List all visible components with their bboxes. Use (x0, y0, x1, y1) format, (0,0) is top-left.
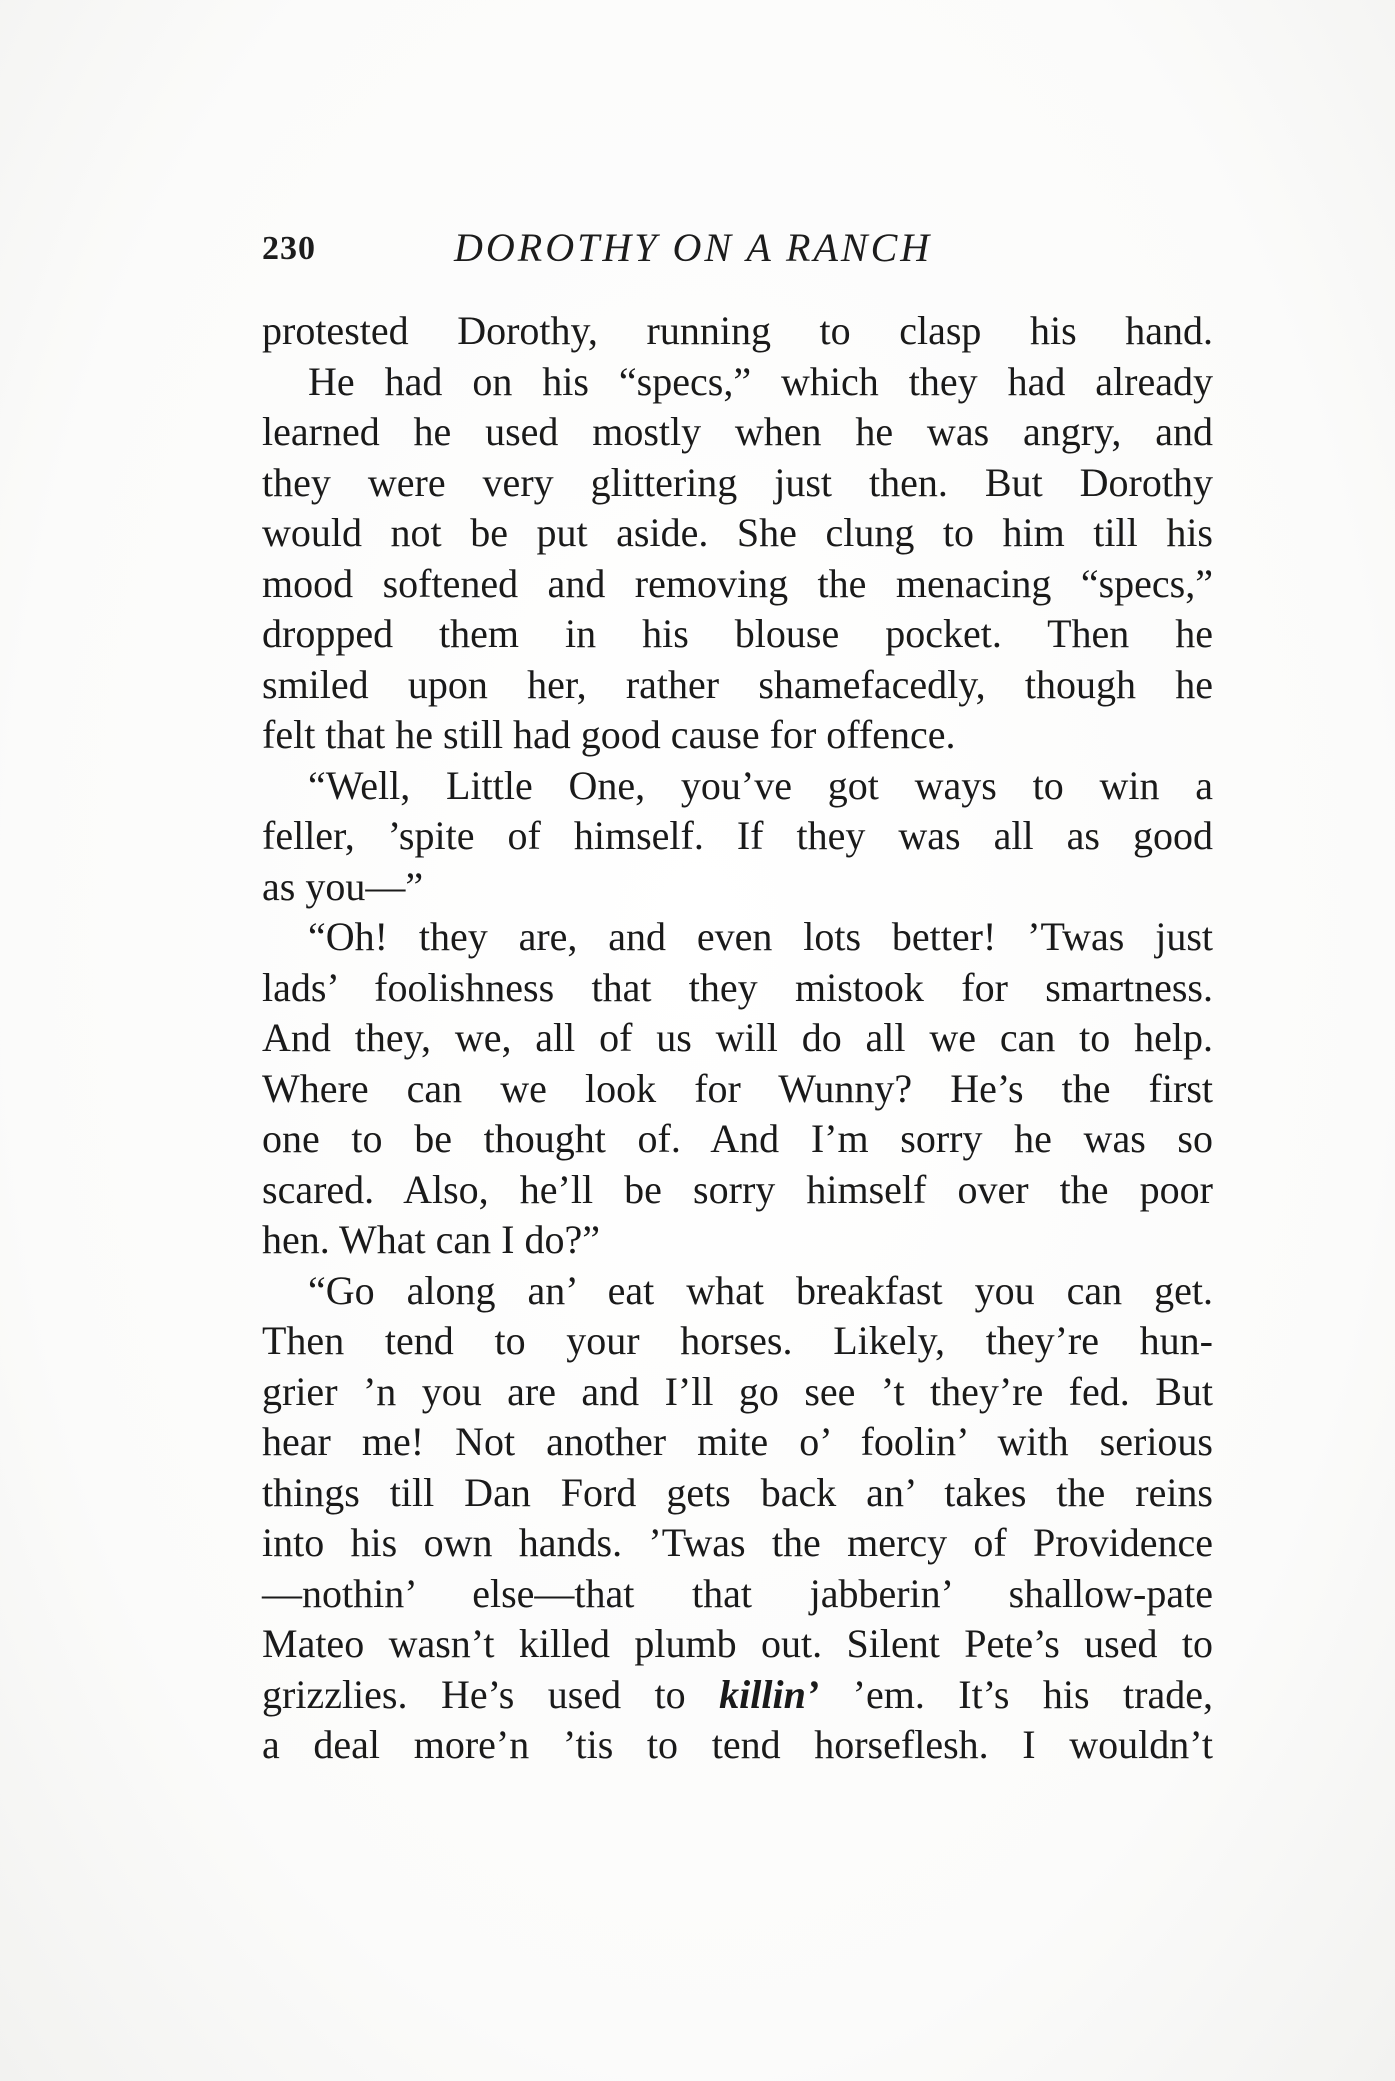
text-line: learned he used mostly when he was angry, and (262, 409, 1213, 454)
text-line: Where can we look for Wunny? He’s the first (262, 1065, 1213, 1111)
page-number: 230 (262, 230, 316, 267)
text-line: they were very glittering just then. But Dorothy (262, 459, 1213, 505)
text-line: “Oh! they are, and even lots better! ’Twas just (308, 914, 1213, 959)
text-line: scared. Also, he’ll be sorry himself over the poor (262, 1166, 1213, 1212)
text-line: protested Dorothy, running to clasp his hand. (262, 308, 1213, 353)
italic-word: killin’ (719, 1671, 820, 1717)
text-line: as you—” (262, 863, 424, 909)
text-line: a deal more’n ’tis to tend horseflesh. I wouldn’t (262, 1722, 1213, 1767)
text-line: And they, we, all of us will do all we can to help. (262, 1015, 1213, 1060)
text-line: Mateo wasn’t killed plumb out. Silent Pete’s used to (262, 1621, 1213, 1666)
text-line: lads’ foolishness that they mistook for smartness. (262, 964, 1213, 1010)
text-line: things till Dan Ford gets back an’ takes the reins (262, 1469, 1213, 1515)
text-line: He had on his “specs,” which they had already (308, 358, 1213, 404)
text-line: feller, ’spite of himself. If they was all as good (262, 813, 1213, 858)
text-line: “Go along an’ eat what breakfast you can get. (308, 1267, 1213, 1313)
text-line: Then tend to your horses. Likely, they’re hun- (262, 1318, 1213, 1363)
text-line: would not be put aside. She clung to him till his (262, 510, 1213, 555)
text-line: mood softened and removing the menacing “specs,” (262, 560, 1213, 606)
text-line: hen. What can I do?” (262, 1217, 600, 1262)
text-line: felt that he still had good cause for offence. (262, 712, 956, 757)
text-line: grier ’n you are and I’ll go see ’t they’re fed. But (262, 1368, 1213, 1414)
text-line: smiled upon her, rather shamefacedly, though he (262, 661, 1213, 707)
text-line: dropped them in his blouse pocket. Then he (262, 611, 1213, 656)
text-line: into his own hands. ’Twas the mercy of Providence (262, 1520, 1213, 1565)
text-segment: ’em. It’s his trade, (819, 1671, 1213, 1717)
text-segment: grizzlies. He’s used to (262, 1671, 720, 1717)
text-line: “Well, Little One, you’ve got ways to win a (308, 762, 1213, 808)
running-title: DOROTHY ON A RANCH (454, 225, 933, 270)
running-header (262, 224, 1212, 284)
text-line (262, 1670, 1213, 1721)
body-text (262, 306, 1213, 1771)
text-line: hear me! Not another mite o’ foolin’ with serious (262, 1419, 1213, 1464)
text-line: —nothin’ else—that that jabberin’ shallow-pate (262, 1570, 1213, 1616)
text-line: one to be thought of. And I’m sorry he was so (262, 1116, 1213, 1161)
